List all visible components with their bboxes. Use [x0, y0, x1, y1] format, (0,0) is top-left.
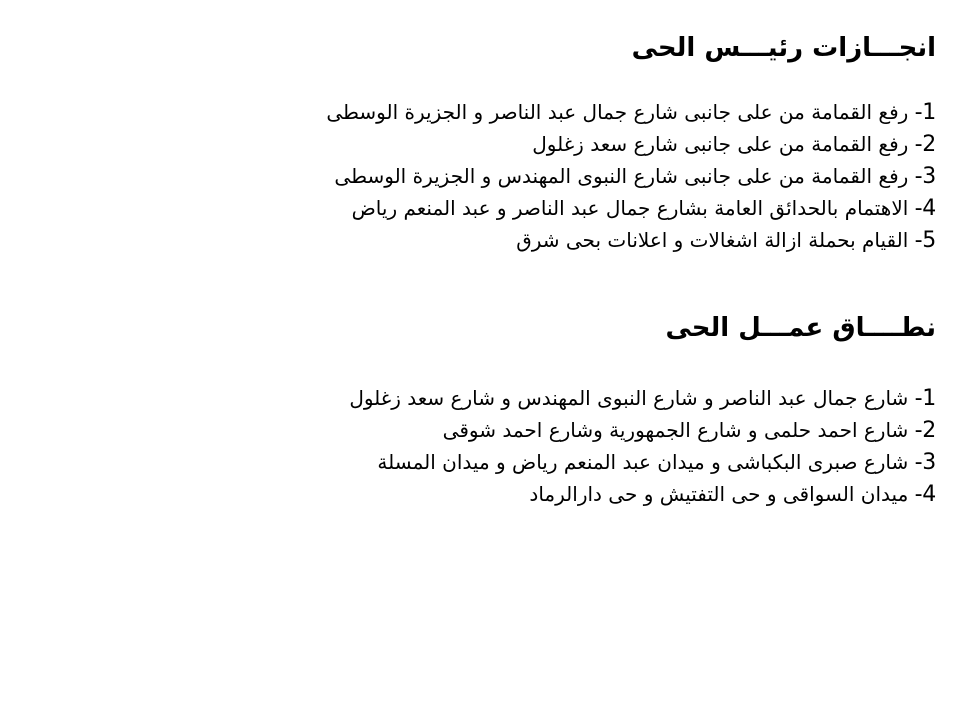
list-item [256, 224, 936, 256]
item-text: الاهتمام بالحدائق العامة بشارع جمال عبد الناصر و عبد المنعم رياض [351, 196, 915, 220]
item-number: 2- [914, 132, 936, 157]
item-number: 5- [914, 228, 936, 253]
scope-list [256, 382, 936, 510]
list-item [256, 160, 936, 192]
item-number: 2- [914, 418, 936, 443]
item-text: شارع احمد حلمى و شارع الجمهورية وشارع احمد شوقى [442, 418, 915, 442]
item-text: رفع القمامة من على جانبى شارع النبوى المهندس و الجزيرة الوسطى [334, 164, 915, 188]
list-item [256, 478, 936, 510]
list-item [256, 192, 936, 224]
item-text: القيام بحملة ازالة اشغالات و اعلانات بحى شرق [516, 228, 915, 252]
scope-section [256, 310, 936, 510]
item-number: 3- [914, 450, 936, 475]
item-number: 1- [914, 386, 936, 411]
list-item [256, 128, 936, 160]
list-item [256, 382, 936, 414]
list-item [256, 446, 936, 478]
list-item [256, 414, 936, 446]
list-item [256, 96, 936, 128]
item-number: 4- [914, 482, 936, 507]
achievements-list [256, 96, 936, 256]
achievements-section [256, 30, 936, 256]
item-text: رفع القمامة من على جانبى شارع سعد زغلول [532, 132, 915, 156]
item-text: شارع صبرى البكباشى و ميدان عبد المنعم رياض و ميدان المسلة [377, 450, 915, 474]
scope-title: نطــــاق عمـــل الحى [665, 313, 936, 343]
item-text: ميدان السواقى و حى التفتيش و حى دارالرماد [529, 482, 915, 506]
item-text: رفع القمامة من على جانبى شارع جمال عبد الناصر و الجزيرة الوسطى [326, 100, 915, 124]
item-text: شارع جمال عبد الناصر و شارع النبوى المهندس و شارع سعد زغلول [349, 386, 915, 410]
item-number: 4- [914, 196, 936, 221]
item-number: 1- [914, 100, 936, 125]
achievements-title: انجـــازات رئيـــس الحى [631, 33, 936, 63]
item-number: 3- [914, 164, 936, 189]
